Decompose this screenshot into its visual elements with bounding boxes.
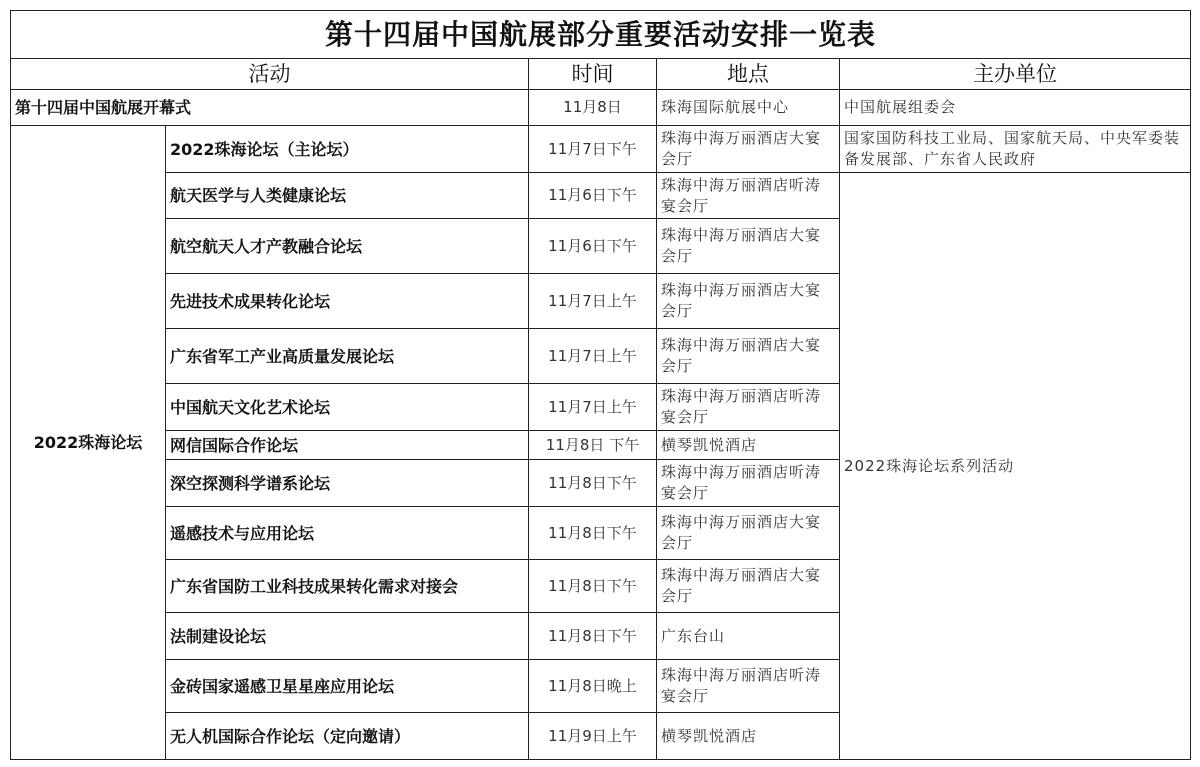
activity-cell: 航空航天人才产教融合论坛 bbox=[166, 219, 529, 274]
header-activity: 活动 bbox=[11, 59, 529, 90]
header-organizer: 主办单位 bbox=[840, 59, 1191, 90]
time-cell: 11月8日下午 bbox=[529, 507, 657, 560]
location-cell: 珠海中海万丽酒店听涛宴会厅 bbox=[657, 384, 840, 431]
time-cell: 11月7日上午 bbox=[529, 274, 657, 329]
activity-cell: 金砖国家遥感卫星星座应用论坛 bbox=[166, 660, 529, 713]
activity-cell: 广东省军工产业高质量发展论坛 bbox=[166, 329, 529, 384]
header-time: 时间 bbox=[529, 59, 657, 90]
table-row bbox=[11, 126, 1191, 173]
activity-cell: 深空探测科学谱系论坛 bbox=[166, 460, 529, 507]
time-cell: 11月6日下午 bbox=[529, 219, 657, 274]
location-cell: 珠海中海万丽酒店大宴会厅 bbox=[657, 329, 840, 384]
activity-cell: 法制建设论坛 bbox=[166, 613, 529, 660]
time-cell: 11月6日下午 bbox=[529, 173, 657, 219]
time-cell: 11月8日下午 bbox=[529, 560, 657, 613]
activity-cell: 航天医学与人类健康论坛 bbox=[166, 173, 529, 219]
time-cell: 11月7日下午 bbox=[529, 126, 657, 173]
location-cell: 横琴凯悦酒店 bbox=[657, 431, 840, 460]
location-cell: 珠海中海万丽酒店大宴会厅 bbox=[657, 274, 840, 329]
time-cell: 11月7日上午 bbox=[529, 329, 657, 384]
schedule-table bbox=[10, 10, 1191, 760]
time-cell: 11月8日 下午 bbox=[529, 431, 657, 460]
activity-cell: 先进技术成果转化论坛 bbox=[166, 274, 529, 329]
table-title: 第十四届中国航展部分重要活动安排一览表 bbox=[11, 11, 1191, 59]
table-row bbox=[11, 173, 1191, 219]
time-cell: 11月7日上午 bbox=[529, 384, 657, 431]
location-cell: 珠海中海万丽酒店大宴会厅 bbox=[657, 507, 840, 560]
activity-cell: 中国航天文化艺术论坛 bbox=[166, 384, 529, 431]
time-cell: 11月8日晚上 bbox=[529, 660, 657, 713]
location-cell: 珠海中海万丽酒店听涛宴会厅 bbox=[657, 660, 840, 713]
activity-cell: 遥感技术与应用论坛 bbox=[166, 507, 529, 560]
main-forum-organizer: 国家国防科技工业局、国家航天局、中央军委装备发展部、广东省人民政府 bbox=[840, 126, 1191, 173]
time-cell: 11月8日下午 bbox=[529, 613, 657, 660]
time-cell: 11月9日上午 bbox=[529, 713, 657, 760]
opening-activity: 第十四届中国航展开幕式 bbox=[11, 90, 529, 126]
location-cell: 横琴凯悦酒店 bbox=[657, 713, 840, 760]
title-row bbox=[11, 11, 1191, 59]
header-row bbox=[11, 59, 1191, 90]
location-cell: 珠海中海万丽酒店大宴会厅 bbox=[657, 560, 840, 613]
opening-organizer: 中国航展组委会 bbox=[840, 90, 1191, 126]
location-cell: 珠海中海万丽酒店大宴会厅 bbox=[657, 219, 840, 274]
activity-cell: 网信国际合作论坛 bbox=[166, 431, 529, 460]
forum-group-label: 2022珠海论坛 bbox=[11, 126, 166, 760]
header-location: 地点 bbox=[657, 59, 840, 90]
opening-location: 珠海国际航展中心 bbox=[657, 90, 840, 126]
location-cell: 珠海中海万丽酒店大宴会厅 bbox=[657, 126, 840, 173]
opening-time: 11月8日 bbox=[529, 90, 657, 126]
location-cell: 珠海中海万丽酒店听涛宴会厅 bbox=[657, 460, 840, 507]
activity-cell: 广东省国防工业科技成果转化需求对接会 bbox=[166, 560, 529, 613]
time-cell: 11月8日下午 bbox=[529, 460, 657, 507]
location-cell: 广东台山 bbox=[657, 613, 840, 660]
activity-cell: 无人机国际合作论坛（定向邀请） bbox=[166, 713, 529, 760]
series-organizer: 2022珠海论坛系列活动 bbox=[840, 173, 1191, 760]
opening-row bbox=[11, 90, 1191, 126]
activity-cell: 2022珠海论坛（主论坛） bbox=[166, 126, 529, 173]
location-cell: 珠海中海万丽酒店听涛宴会厅 bbox=[657, 173, 840, 219]
